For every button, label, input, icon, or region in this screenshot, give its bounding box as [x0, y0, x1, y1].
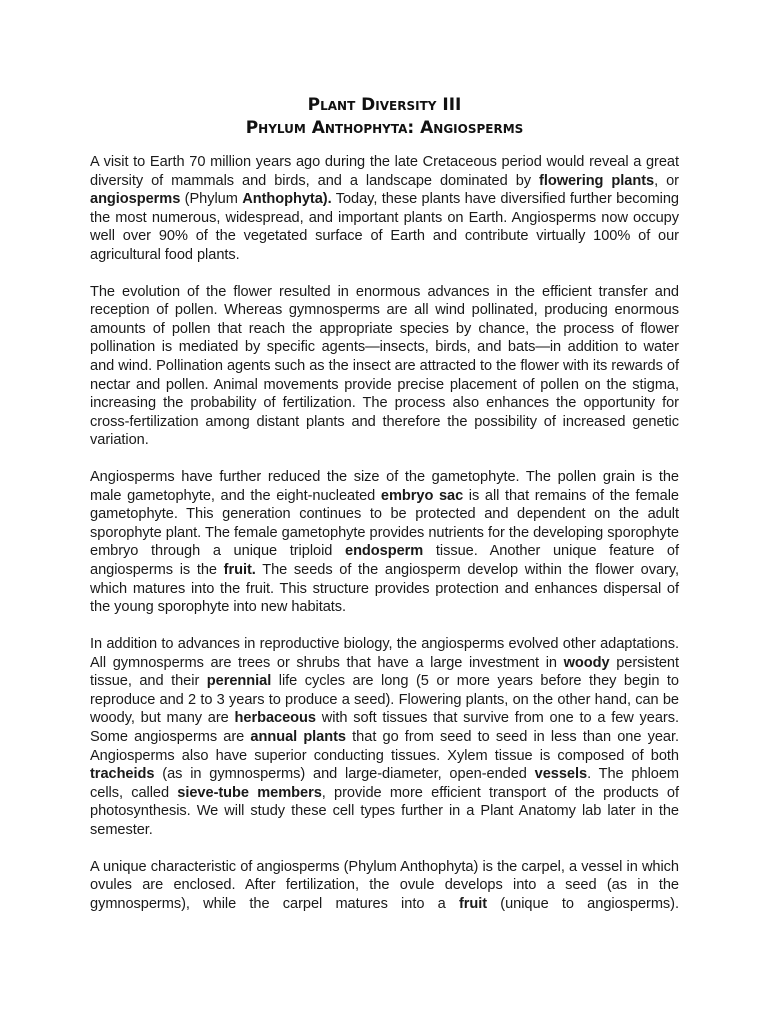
text-run: Angiosperms have further reduced the size of the gametophyte. The pollen grain is the male gametophyte, and the eight-nucleated [90, 469, 679, 504]
text-run: The evolution of the flower resulted in enormous advances in the efficient transfer and reception of pollen. Whereas gymnosperms are all wind pollinated, producing enormous amounts of pollen that reach the appropriate species by chance, the process of flower pollination is mediated by specific agents—insects, birds, and bats—in addition to water and wind. Pollination agents such as the insect are attracted to the flower with its rewards of nectar and pollen. Animal movements provide precise placement of pollen on the stigma, increasing the probability of fertilization. The process also enhances the opportunity for cross-fertilization among distant plants and therefore the possibility of increased genetic variation. [90, 283, 679, 449]
paragraph [90, 283, 679, 450]
document-title: Plant Diversity III [307, 95, 462, 115]
text-run: (Phylum [180, 191, 243, 208]
paragraph [90, 635, 679, 839]
text-run: (unique to angiosperms). [487, 895, 679, 912]
bold-term: herbaceous [234, 710, 316, 727]
paragraph [90, 153, 679, 264]
text-run: life cycles are long (5 or more years before they begin to reproduce and 2 to 3 years to produce a seed). Flowering plants, on the other hand, can be woody, but many are [90, 673, 679, 727]
bold-term: tracheids [90, 766, 155, 783]
text-run: , provide more efficient transport of the products of photosynthesis. We will study these cell types further in a Plant Anatomy lab later in the semester. [90, 784, 679, 838]
text-run: with soft tissues that survive from one to a few years. Some angiosperms are [90, 710, 679, 745]
text-run: The seeds of the angiosperm develop within the flower ovary, which matures into the fruit. This structure provides protection and enhances dispersal of the young sporophyte into new habitats. [90, 562, 679, 616]
bold-term: perennial [206, 673, 272, 690]
text-run: persistent tissue, and their [90, 654, 679, 690]
bold-term: Anthophyta). [242, 191, 332, 208]
bold-term: vessels [534, 766, 588, 783]
bold-term: embryo sac [380, 487, 464, 504]
bold-term: sieve-tube members [177, 784, 322, 801]
text-run: tissue. Another unique feature of angiosperms is the [90, 543, 679, 579]
document-body [90, 153, 679, 913]
text-run: is all that remains of the female gametophyte. This generation continues to be protected and dependent on the adult sporophyte plant. The female gametophyte provides nutrients for the developing sporophyte embryo through a unique triploid [90, 487, 679, 560]
text-run: . The phloem cells, called [90, 766, 679, 801]
bold-term: annual plants [250, 728, 346, 745]
bold-term: woody [563, 654, 610, 671]
text-run: , or [654, 172, 679, 189]
text-run: A visit to Earth 70 million years ago during the late Cretaceous period would reveal a great diversity of mammals and birds, and a landscape dominated by [90, 154, 679, 189]
bold-term: endosperm [345, 543, 424, 560]
document-page [90, 94, 679, 932]
text-run: that go from seed to seed in less than one year. Angiosperms also have superior conducting tissues. Xylem tissue is composed of both [90, 728, 679, 764]
text-run: In addition to advances in reproductive biology, the angiosperms evolved other adaptations. All gymnosperms are trees or shrubs that have a large investment in [90, 636, 679, 671]
bold-term: flowering plants [539, 172, 655, 189]
document-subtitle: Phylum Anthophyta: Angiosperms [245, 118, 524, 138]
bold-term: fruit. [223, 562, 256, 579]
text-run: A unique characteristic of angiosperms (Phylum Anthophyta) is the carpel, a vessel in which ovules are enclosed. After fertilization, the ovule develops into a seed (as in the gymnosperms), while the carpel matures into a [90, 858, 679, 912]
bold-term: fruit [458, 895, 488, 912]
text-run: (as in gymnosperms) and large-diameter, open-ended [154, 766, 535, 783]
paragraph [90, 468, 679, 616]
paragraph [90, 858, 679, 914]
text-run: Today, these plants have diversified further becoming the most numerous, widespread, and important plants on Earth. Angiosperms now occupy well over 90% of the vegetated surface of Earth and contribute virtually 100% of our agricultural food plants. [90, 191, 680, 263]
bold-term: angiosperms [90, 191, 181, 208]
